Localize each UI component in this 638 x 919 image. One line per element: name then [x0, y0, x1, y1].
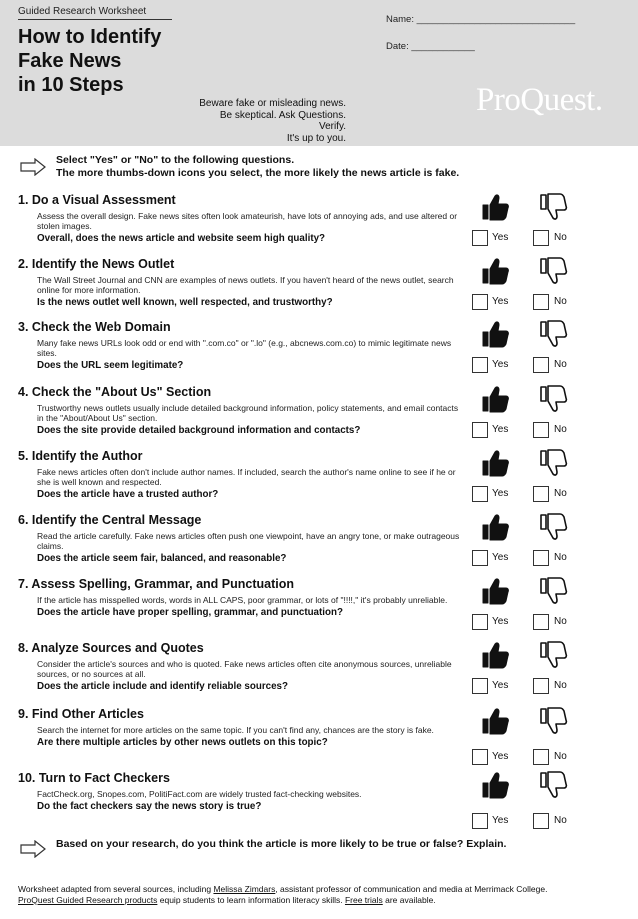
- yes-label: Yes: [492, 616, 509, 627]
- no-checkbox[interactable]: [533, 230, 549, 246]
- zimdars-link[interactable]: Melissa Zimdars: [213, 884, 276, 894]
- instructions: [56, 154, 459, 180]
- thumb-icons: [478, 193, 588, 221]
- yes-checkbox[interactable]: [472, 678, 488, 694]
- footer-line-2: ProQuest Guided Research products equip students to learn information literacy skills. Free trials are available.: [18, 894, 436, 905]
- section-question: Is the news outlet well known, well respected, and trustworthy?: [37, 297, 333, 308]
- answer-options: [472, 422, 582, 438]
- section-title: 5. Identify the Author: [18, 449, 143, 463]
- arrow-right-icon: [20, 840, 46, 858]
- question-section: [18, 449, 478, 501]
- date-field[interactable]: Date: ____________: [386, 41, 475, 52]
- yes-checkbox[interactable]: [472, 749, 488, 765]
- thumb-icons: [478, 513, 588, 541]
- answer-options: [472, 614, 582, 630]
- yes-label: Yes: [492, 751, 509, 762]
- footer-line-1: Worksheet adapted from several sources, including Melissa Zimdars, assistant professor of communication and media at Merrimack College.: [18, 884, 548, 894]
- section-title: 9. Find Other Articles: [18, 707, 144, 721]
- thumb-icons: [478, 771, 588, 799]
- thumbs-up-icon: [480, 771, 510, 799]
- no-label: No: [554, 552, 567, 563]
- question-section: [18, 257, 478, 309]
- thumb-icons: [478, 385, 588, 413]
- section-description: Consider the article's sources and who is quoted. Fake news articles often cite anonymous sources, unreliable sources, or no sources at all.: [37, 659, 452, 679]
- section-title: 8. Analyze Sources and Quotes: [18, 641, 204, 655]
- yes-label: Yes: [492, 488, 509, 499]
- section-question: Does the article include and identify reliable sources?: [37, 681, 288, 692]
- yes-label: Yes: [492, 359, 509, 370]
- section-question: Overall, does the news article and website seem high quality?: [37, 233, 326, 244]
- name-field[interactable]: Name: ______________________________: [386, 14, 576, 25]
- yes-label: Yes: [492, 296, 509, 307]
- question-section: [18, 193, 478, 245]
- thumbs-down-icon: [538, 449, 568, 477]
- thumb-icons: [478, 320, 588, 348]
- yes-label: Yes: [492, 815, 509, 826]
- thumb-icons: [478, 707, 588, 735]
- proquest-logo: ProQuest.: [476, 82, 603, 118]
- no-checkbox[interactable]: [533, 749, 549, 765]
- no-checkbox[interactable]: [533, 550, 549, 566]
- section-title: 4. Check the "About Us" Section: [18, 385, 212, 399]
- no-checkbox[interactable]: [533, 486, 549, 502]
- section-description: The Wall Street Journal and CNN are examples of news outlets. If you haven't heard of the news outlet, search online for more information.: [37, 275, 454, 295]
- thumbs-up-icon: [480, 385, 510, 413]
- no-checkbox[interactable]: [533, 813, 549, 829]
- section-question: Does the article seem fair, balanced, and reasonable?: [37, 553, 287, 564]
- instructions-line-1: Select "Yes" or "No" to the following questions.: [56, 154, 295, 166]
- answer-options: [472, 486, 582, 502]
- thumb-icons: [478, 257, 588, 285]
- section-title: 3. Check the Web Domain: [18, 320, 171, 334]
- thumbs-up-icon: [480, 577, 510, 605]
- answer-options: [472, 550, 582, 566]
- section-description: Trustworthy news outlets usually include detailed background information, policy statements, and email contacts in the "About/About Us" section.: [37, 403, 459, 423]
- thumbs-down-icon: [538, 193, 568, 221]
- question-section: [18, 707, 478, 749]
- question-section: [18, 385, 478, 437]
- section-description: Many fake news URLs look odd or end with ".com.co" or ".lo" (e.g., abcnews.com.co) to mimic legitimate news sites.: [37, 338, 452, 358]
- section-description: Assess the overall design. Fake news sites often look amateurish, have lots of annoying ads, and use altered or stolen images.: [37, 211, 458, 231]
- answer-options: [472, 749, 582, 765]
- worksheet-label: Guided Research Worksheet: [18, 6, 147, 17]
- no-checkbox[interactable]: [533, 294, 549, 310]
- arrow-right-icon: [20, 158, 46, 176]
- section-question: Are there multiple articles by other news outlets on this topic?: [37, 737, 328, 748]
- answer-options: [472, 678, 582, 694]
- no-label: No: [554, 815, 567, 826]
- yes-label: Yes: [492, 232, 509, 243]
- no-checkbox[interactable]: [533, 678, 549, 694]
- yes-checkbox[interactable]: [472, 357, 488, 373]
- yes-checkbox[interactable]: [472, 230, 488, 246]
- thumbs-up-icon: [480, 707, 510, 735]
- section-description: Search the internet for more articles on the same topic. If you can't find any, chances are the story is fake.: [37, 725, 434, 735]
- free-trials-link[interactable]: Free trials: [344, 894, 383, 905]
- question-section: [18, 771, 478, 813]
- footer: [18, 884, 636, 905]
- section-description: If the article has misspelled words, words in ALL CAPS, poor grammar, or lots of "!!!!," it's probably unreliable.: [37, 595, 448, 605]
- section-question: Does the URL seem legitimate?: [37, 360, 184, 371]
- yes-checkbox[interactable]: [472, 294, 488, 310]
- answer-options: [472, 230, 582, 246]
- yes-checkbox[interactable]: [472, 486, 488, 502]
- section-question: Does the article have proper spelling, grammar, and punctuation?: [37, 607, 343, 618]
- section-title: 7. Assess Spelling, Grammar, and Punctuation: [18, 577, 295, 591]
- thumbs-down-icon: [538, 577, 568, 605]
- section-title: 1. Do a Visual Assessment: [18, 193, 176, 207]
- thumbs-up-icon: [480, 193, 510, 221]
- yes-checkbox[interactable]: [472, 813, 488, 829]
- answer-options: [472, 357, 582, 373]
- instructions-line-2: The more thumbs-down icons you select, the more likely the news article is fake.: [56, 167, 460, 179]
- thumbs-down-icon: [538, 771, 568, 799]
- thumbs-up-icon: [480, 449, 510, 477]
- yes-label: Yes: [492, 552, 509, 563]
- header-band: [0, 0, 638, 146]
- section-description: FactCheck.org, Snopes.com, PolitiFact.com are widely trusted fact-checking websites.: [37, 789, 362, 799]
- guided-research-link[interactable]: ProQuest Guided Research products: [18, 894, 158, 905]
- answer-options: [472, 813, 582, 829]
- label-underline: [18, 19, 172, 20]
- no-checkbox[interactable]: [533, 614, 549, 630]
- thumb-icons: [478, 641, 588, 669]
- question-section: [18, 320, 478, 372]
- yes-checkbox[interactable]: [472, 550, 488, 566]
- no-label: No: [554, 488, 567, 499]
- no-label: No: [554, 680, 567, 691]
- no-checkbox[interactable]: [533, 357, 549, 373]
- no-checkbox[interactable]: [533, 422, 549, 438]
- thumbs-up-icon: [480, 513, 510, 541]
- no-label: No: [554, 232, 567, 243]
- thumbs-down-icon: [538, 385, 568, 413]
- section-question: Does the article have a trusted author?: [37, 489, 219, 500]
- section-description: Read the article carefully. Fake news articles often push one viewpoint, have an angry tone, or make outrageous claims.: [37, 531, 460, 551]
- question-section: [18, 641, 478, 693]
- section-question: Do the fact checkers say the news story is true?: [37, 801, 262, 812]
- yes-checkbox[interactable]: [472, 422, 488, 438]
- thumbs-down-icon: [538, 257, 568, 285]
- section-question: Does the site provide detailed background information and contacts?: [37, 425, 361, 436]
- section-title: 2. Identify the News Outlet: [18, 257, 175, 271]
- thumbs-down-icon: [538, 513, 568, 541]
- no-label: No: [554, 424, 567, 435]
- thumbs-down-icon: [538, 641, 568, 669]
- thumbs-down-icon: [538, 707, 568, 735]
- thumbs-up-icon: [480, 320, 510, 348]
- thumbs-down-icon: [538, 320, 568, 348]
- section-title: 6. Identify the Central Message: [18, 513, 202, 527]
- section-description: Fake news articles often don't include author names. If included, search the author's name online to see if he or she is well known and respected.: [37, 467, 456, 487]
- thumb-icons: [478, 577, 588, 605]
- no-label: No: [554, 616, 567, 627]
- tagline: Beware fake or misleading news. Be skeptical. Ask Questions. Verify. It's up to you.: [199, 98, 346, 144]
- thumbs-up-icon: [480, 257, 510, 285]
- thumb-icons: [478, 449, 588, 477]
- question-section: [18, 577, 478, 619]
- page-title: How to Identify Fake News in 10 Steps: [18, 26, 162, 96]
- yes-checkbox[interactable]: [472, 614, 488, 630]
- thumbs-up-icon: [480, 641, 510, 669]
- no-label: No: [554, 296, 567, 307]
- no-label: No: [554, 359, 567, 370]
- no-label: No: [554, 751, 567, 762]
- final-question: Based on your research, do you think the article is more likely to be true or false? Explain.: [56, 838, 507, 850]
- section-title: 10. Turn to Fact Checkers: [18, 771, 170, 785]
- question-section: [18, 513, 478, 565]
- answer-options: [472, 294, 582, 310]
- yes-label: Yes: [492, 424, 509, 435]
- yes-label: Yes: [492, 680, 509, 691]
